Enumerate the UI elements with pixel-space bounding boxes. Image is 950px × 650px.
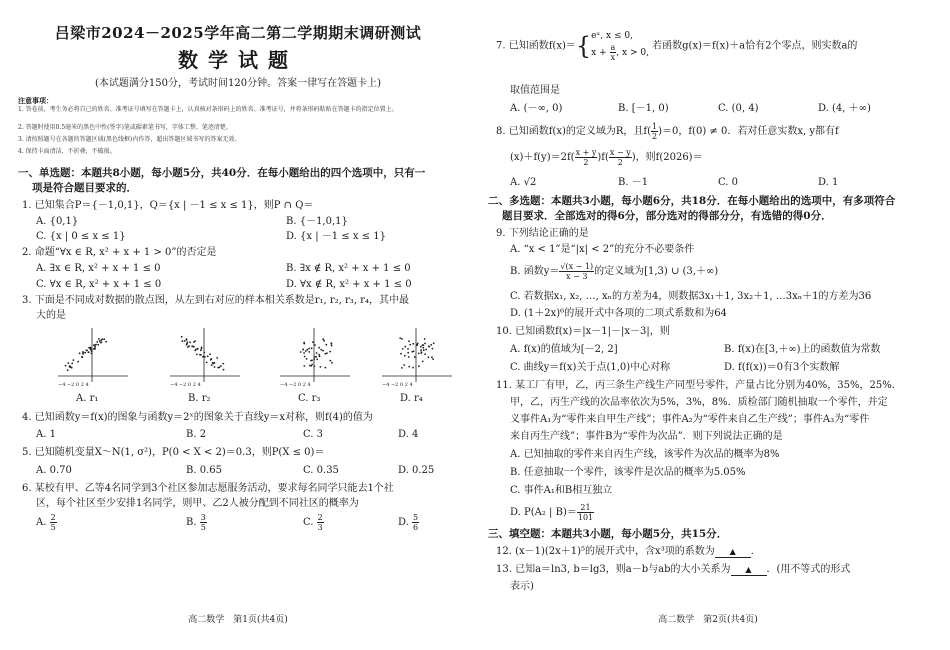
q10-option-a: A. f(x)的值域为[－2, 2]	[510, 344, 618, 355]
scatter-plot-3-ticks: −4 −2 0 2 4	[280, 382, 311, 388]
scatter-point	[181, 336, 183, 338]
notes-title: 注意事项：	[18, 96, 53, 105]
q11-stem-line4: 来自丙生产线”；事件B为“零件为次品”．则下列说法正确的是	[510, 431, 783, 442]
scatter-point	[310, 365, 312, 367]
scatter-point	[186, 344, 188, 346]
scatter-point	[79, 352, 81, 354]
scatter-plot-2-points	[181, 336, 225, 371]
q3-option-a: A. r₁	[76, 393, 99, 404]
q2-option-b: B. ∃x ∉ R, x² + x + 1 ≤ 0	[286, 263, 411, 274]
scatter-point	[424, 353, 426, 355]
scatter-point	[105, 341, 107, 343]
q2-stem: 2. 命题“∀x ∈ R, x² + x + 1 > 0”的否定是	[22, 247, 217, 258]
scatter-point	[322, 350, 324, 352]
scatter-point	[209, 353, 211, 355]
section2-heading-line2: 题目要求．全部选对的得6分，部分选对的得部分分，有选错的得0分．	[502, 210, 832, 222]
q12-stem: 12. (x－1)(2x＋1)⁵的展开式中，含x³项的系数为 ▲ ．	[496, 546, 761, 557]
scatter-point	[408, 366, 410, 368]
q13-answer-blank[interactable]: ▲	[731, 565, 767, 576]
scatter-point	[306, 349, 308, 351]
scatter-point	[418, 353, 420, 355]
scatter-point	[407, 348, 409, 350]
scatter-point	[71, 363, 73, 365]
section3-heading: 三、填空题：本题共3小题，每小题5分，共15分．	[488, 528, 728, 540]
scatter-point	[420, 346, 422, 348]
scatter-point	[404, 346, 406, 348]
scatter-plot-4-points	[399, 337, 434, 369]
scatter-point	[214, 362, 216, 364]
scatter-point	[403, 364, 405, 366]
scatter-point	[318, 347, 320, 349]
scatter-point	[323, 340, 325, 342]
q5-option-c: C. 0.35	[303, 465, 339, 476]
scatter-point	[324, 353, 326, 355]
scatter-plot-3-points	[300, 338, 333, 368]
q11-option-c: C. 事件A₁和B相互独立	[510, 485, 613, 496]
q9-option-c: C. 若数据x₁, x₂, …, xₙ的方差为4，则数据3x₁＋1, 3x₂＋1, …3xₙ＋1的方差为36	[510, 291, 872, 302]
scatter-point	[199, 354, 201, 356]
q13-stem-line2: 表示)	[510, 581, 534, 592]
q11-option-a: A. 已知抽取的零件来自丙生产线，该零件为次品的概率为8%	[510, 449, 780, 460]
q9-option-b: B. 函数y＝ $\frac{√(x - 1)}{x - 3}$ 的定义域为[1,3) ∪ (3,＋∞)	[510, 262, 719, 281]
q2-option-c: C. ∀x ∈ R, x² + x + 1 ≤ 0	[36, 279, 162, 290]
scatter-point	[316, 359, 318, 361]
scatter-point	[97, 344, 99, 346]
scatter-point	[422, 347, 424, 349]
scatter-point	[319, 356, 321, 358]
scatter-point	[201, 348, 203, 350]
scatter-point	[100, 339, 102, 341]
scatter-point	[331, 343, 333, 345]
q6-stem-line1: 6. 某校有甲、乙等4名同学到3个社区参加志愿服务活动，要求每名同学只能去1个社	[22, 483, 394, 494]
scatter-point	[186, 338, 188, 340]
scatter-point	[222, 363, 224, 365]
scatter-point	[399, 337, 401, 339]
scatter-point	[191, 345, 193, 347]
q4-option-c: C. 3	[303, 429, 324, 440]
q5-option-b: B. 0.65	[186, 465, 222, 476]
scatter-point	[212, 362, 214, 364]
scatter-plot-3	[276, 326, 352, 388]
q5-stem: 5. 已知随机变量X～N(1, σ²)，P(0 < X < 2)＝0.3，则P(X ≤ 0)＝	[22, 447, 325, 458]
scatter-point	[320, 349, 322, 351]
scatter-point	[88, 351, 90, 353]
q9-stem: 9. 下列结论正确的是	[496, 228, 589, 239]
right-column	[488, 0, 938, 650]
subject-title: 数学试题	[178, 48, 298, 72]
q1-stem: 1. 已知集合P＝{－1,0,1}，Q＝{x | －1 ≤ x ≤ 1}，则P ∩ Q＝	[22, 200, 314, 211]
scatter-point	[91, 353, 93, 355]
scatter-point	[402, 348, 404, 350]
q3-option-d: D. r₄	[400, 393, 423, 404]
scatter-point	[430, 344, 432, 346]
scatter-point	[96, 341, 98, 343]
scatter-point	[94, 344, 96, 346]
scatter-point	[81, 356, 83, 358]
scatter-point	[310, 360, 312, 362]
scatter-plot-4-ticks: −4 −2 0 2 4	[382, 382, 413, 388]
scatter-point	[103, 338, 105, 340]
q4-option-a: A. 1	[36, 429, 56, 440]
scatter-plot-4	[378, 326, 454, 388]
scatter-point	[409, 344, 411, 346]
q9-option-d: D. (1＋2x)⁶的展开式中各项的二项式系数和为64	[510, 308, 727, 319]
scatter-plot-1-points	[65, 338, 107, 371]
scatter-point	[425, 349, 427, 351]
scatter-point	[325, 367, 327, 369]
scatter-point	[65, 365, 67, 367]
scatter-point	[412, 343, 414, 345]
scatter-point	[416, 344, 418, 346]
scatter-point	[210, 359, 212, 361]
scatter-point	[315, 356, 317, 358]
scatter-point	[211, 364, 213, 366]
scatter-point	[181, 340, 183, 342]
q5-option-a: A. 0.70	[36, 465, 72, 476]
scatter-point	[300, 351, 302, 353]
scatter-point	[101, 341, 103, 343]
q7-option-d: D. (4, ＋∞)	[818, 103, 871, 114]
q7-option-c: C. (0, 4)	[718, 103, 759, 114]
scatter-point	[186, 341, 188, 343]
scatter-point	[86, 350, 88, 352]
q6-option-b: B. $\frac{3}{5}$	[186, 513, 206, 532]
scatter-point	[331, 345, 333, 347]
scatter-point	[401, 367, 403, 369]
q12-answer-blank[interactable]: ▲	[715, 547, 751, 558]
scatter-point	[424, 338, 426, 340]
note-4: 4. 保持卡面清洁，不折叠，不破损。	[18, 148, 116, 155]
q6-stem-line2: 区，每个社区至少安排1名同学，则甲、乙2人被分配到不同社区的概率为	[36, 498, 359, 509]
scatter-point	[408, 340, 410, 342]
scatter-point	[414, 356, 416, 358]
q13-stem: 13. 已知a＝ln3, b＝lg3，则a－b与ab的大小关系为 ▲ ．(用不等式的形式	[496, 564, 851, 575]
q3-option-b: B. r₂	[188, 393, 211, 404]
scatter-point	[69, 366, 71, 368]
scatter-point	[404, 355, 406, 357]
q6-option-a: A. $\frac{2}{5}$	[36, 513, 56, 532]
note-1: 1. 答卷前，考生务必将自己的姓名、准考证号填写在答题卡上，认真核对条形码上的姓名、准考证号，并将条形码粘贴在答题卡的指定位置上。	[18, 106, 398, 113]
q3-stem-line2: 大的是	[36, 310, 66, 321]
scatter-point	[401, 338, 403, 340]
scatter-point	[187, 346, 189, 348]
section1-heading-line1: 一、单选题：本题共8小题，每小题5分，共40分．在每小题给出的四个选项中，只有一	[18, 167, 426, 179]
note-3: 3. 请按照题号在各题的答题区域(黑色线框)内作答，超出答题区域书写的答案无效。	[18, 136, 241, 143]
scatter-point	[308, 348, 310, 350]
scatter-point	[194, 340, 196, 342]
scatter-point	[82, 353, 84, 355]
q7-option-a: A. (－∞, 0)	[510, 103, 563, 114]
q1-option-b: B. {－1,0,1}	[286, 216, 348, 227]
q6-option-c: C. $\frac{2}{3}$	[303, 513, 323, 532]
exam-title: 吕梁市2024－2025学年高二第二学期期末调研测试	[54, 24, 422, 42]
q11-option-b: B. 任意抽取一个零件，该零件是次品的概率为5.05%	[510, 467, 746, 478]
scatter-point	[193, 346, 195, 348]
scatter-point	[77, 361, 79, 363]
q7-stem: 7. 已知函数f(x)＝{ eˣ, x ≤ 0, x + $\frac{a}{x}$ , x > 0, 若函数g(x)＝f(x)＋a恰有2个零点，则实数a的	[496, 31, 858, 62]
scatter-point	[203, 352, 205, 354]
scatter-point	[432, 348, 434, 350]
q6-option-d: D. $\frac{5}{6}$	[398, 513, 419, 532]
scatter-point	[98, 338, 100, 340]
q1-option-d: D. {x | －1 ≤ x ≤ 1}	[286, 231, 386, 242]
scatter-point	[428, 356, 430, 358]
q8-option-b: B. －1	[618, 177, 649, 188]
scatter-point	[408, 356, 410, 358]
scatter-point	[314, 344, 316, 346]
q8-stem-line2: (x)＋f(y)＝2f( $\frac{x + y}{2}$ )f( $\frac{x - y}{2}$ )，则f(2026)＝	[510, 148, 703, 167]
scatter-point	[422, 344, 424, 346]
scatter-point	[411, 351, 413, 353]
scatter-plot-1	[54, 326, 130, 388]
scatter-point	[99, 340, 101, 342]
scatter-point	[73, 359, 75, 361]
scatter-point	[422, 361, 424, 363]
scatter-point	[207, 355, 209, 357]
scatter-point	[428, 345, 430, 347]
scatter-point	[326, 352, 328, 354]
q5-option-d: D. 0.25	[398, 465, 435, 476]
q3-option-c: C. r₃	[298, 393, 321, 404]
scatter-point	[206, 362, 208, 364]
scatter-point	[305, 350, 307, 352]
scatter-plot-1-ticks: −4 −2 0 2 4	[58, 382, 89, 388]
scatter-point	[421, 352, 423, 354]
scatter-point	[71, 367, 73, 369]
q11-stem-line2: 甲，乙，丙生产线的次品率依次为5%，3%，8%．质检部门随机抽取一个零件，并定	[510, 397, 888, 408]
scatter-point	[204, 356, 206, 358]
scatter-point	[196, 354, 198, 356]
scatter-point	[407, 352, 409, 354]
scatter-point	[308, 351, 310, 353]
scatter-point	[331, 362, 333, 364]
q4-option-b: B. 2	[186, 429, 207, 440]
scatter-plot-2-ticks: −4 −2 0 2 4	[170, 382, 201, 388]
q11-option-d: D. P(A₂ | B)＝ $\frac{21}{101}$	[510, 503, 594, 522]
scatter-point	[313, 365, 315, 367]
scatter-point	[88, 347, 90, 349]
scatter-point	[214, 366, 216, 368]
scatter-plot-2	[166, 326, 242, 388]
q7-option-b: B. [－1, 0)	[618, 103, 669, 114]
scatter-point	[423, 349, 425, 351]
q2-option-d: D. ∀x ∉ R, x² + x + 1 ≤ 0	[286, 279, 412, 290]
scatter-point	[320, 366, 322, 368]
footer-left: 高二数学 第1页(共4页)	[188, 615, 288, 625]
scatter-point	[223, 369, 225, 371]
scatter-point	[94, 348, 96, 350]
scatter-point	[304, 356, 306, 358]
scatter-point	[67, 362, 69, 364]
scatter-point	[433, 342, 435, 344]
scatter-point	[84, 352, 86, 354]
scatter-point	[184, 340, 186, 342]
exam-note: (本试题满分150分，考试时间120分钟。答案一律写在答题卡上)	[95, 78, 381, 89]
scatter-point	[325, 344, 327, 346]
scatter-point	[329, 351, 331, 353]
q10-stem: 10. 已知函数f(x)＝|x－1|－|x－3|，则	[496, 326, 670, 337]
q1-option-c: C. {x | 0 ≤ x ≤ 1}	[36, 231, 126, 242]
scatter-point	[412, 367, 414, 369]
scatter-point	[197, 348, 199, 350]
q8-option-a: A. √2	[510, 177, 537, 188]
section2-heading-line1: 二、多选题：本题共3小题，每小题6分，共18分．在每小题给出的选项中，有多项符合	[488, 195, 896, 207]
q2-option-a: A. ∃x ∈ R, x² + x + 1 ≤ 0	[36, 263, 161, 274]
q11-stem-line1: 11. 某工厂有甲，乙，丙三条生产线生产同型号零件，产量占比分别为40%，35%，25%．	[496, 380, 902, 391]
scatter-point	[216, 357, 218, 359]
scatter-point	[302, 349, 304, 351]
scatter-point	[189, 341, 191, 343]
scatter-point	[312, 341, 314, 343]
q8-option-d: D. 1	[818, 177, 839, 188]
q9-option-a: A. “x < 1”是“|x| < 2”的充分不必要条件	[510, 244, 695, 255]
scatter-point	[329, 360, 331, 362]
left-column	[18, 0, 468, 650]
q1-option-a: A. {0,1}	[36, 216, 79, 227]
scatter-point	[316, 352, 318, 354]
q3-stem-line1: 3. 下面是不同成对数据的散点图，从左到右对应的样本相关系数是r₁, r₂, r₃, r₄，其中最	[22, 295, 409, 306]
q7-stem-line2: 取值范围是	[510, 85, 560, 96]
q4-option-d: D. 4	[398, 429, 419, 440]
scatter-point	[67, 369, 69, 371]
scatter-point	[420, 349, 422, 351]
q10-option-c: C. 曲线y＝f(x)关于点(1,0)中心对称	[510, 362, 671, 373]
scatter-point	[220, 365, 222, 367]
scatter-point	[90, 348, 92, 350]
q8-option-c: C. 0	[718, 177, 739, 188]
scatter-point	[418, 365, 420, 367]
scatter-point	[217, 367, 219, 369]
scatter-point	[400, 353, 402, 355]
q10-option-d: D. f(f(x))＝0有3个实数解	[724, 362, 840, 373]
scatter-point	[303, 365, 305, 367]
q10-option-b: B. f(x)在[3,＋∞)上的函数值为常数	[724, 344, 881, 355]
scatter-point	[431, 356, 433, 358]
q11-stem-line3: 义事件A₁为“零件来自甲生产线”；事件A₂为“零件来自乙生产线”；事件A₃为“零件	[510, 414, 870, 425]
section1-heading-line2: 项是符合题目要求的．	[32, 182, 137, 194]
scatter-point	[313, 358, 315, 360]
scatter-point	[202, 356, 204, 358]
scatter-point	[432, 358, 434, 360]
scatter-point	[322, 338, 324, 340]
q4-stem: 4. 已知函数y＝f(x)的图象与函数y＝2ˣ的图象关于直线y＝x对称，则f(4)的值为	[22, 412, 373, 423]
scatter-point	[306, 358, 308, 360]
note-2: 2. 答题时使用0.5毫米的黑色中性(签字)笔或碳素笔书写，字体工整、笔迹清楚。	[18, 124, 232, 131]
scatter-point	[424, 343, 426, 345]
q8-stem: 8. 已知函数f(x)的定义域为R，且f( $\frac{1}{2}$ )＝0，f(0) ≠ 0．若对任意实数x, y都有f	[496, 122, 839, 141]
scatter-point	[303, 352, 305, 354]
footer-right: 高二数学 第2页(共4页)	[658, 615, 758, 625]
scatter-point	[311, 347, 313, 349]
scatter-point	[303, 343, 305, 345]
scatter-point	[318, 354, 320, 356]
